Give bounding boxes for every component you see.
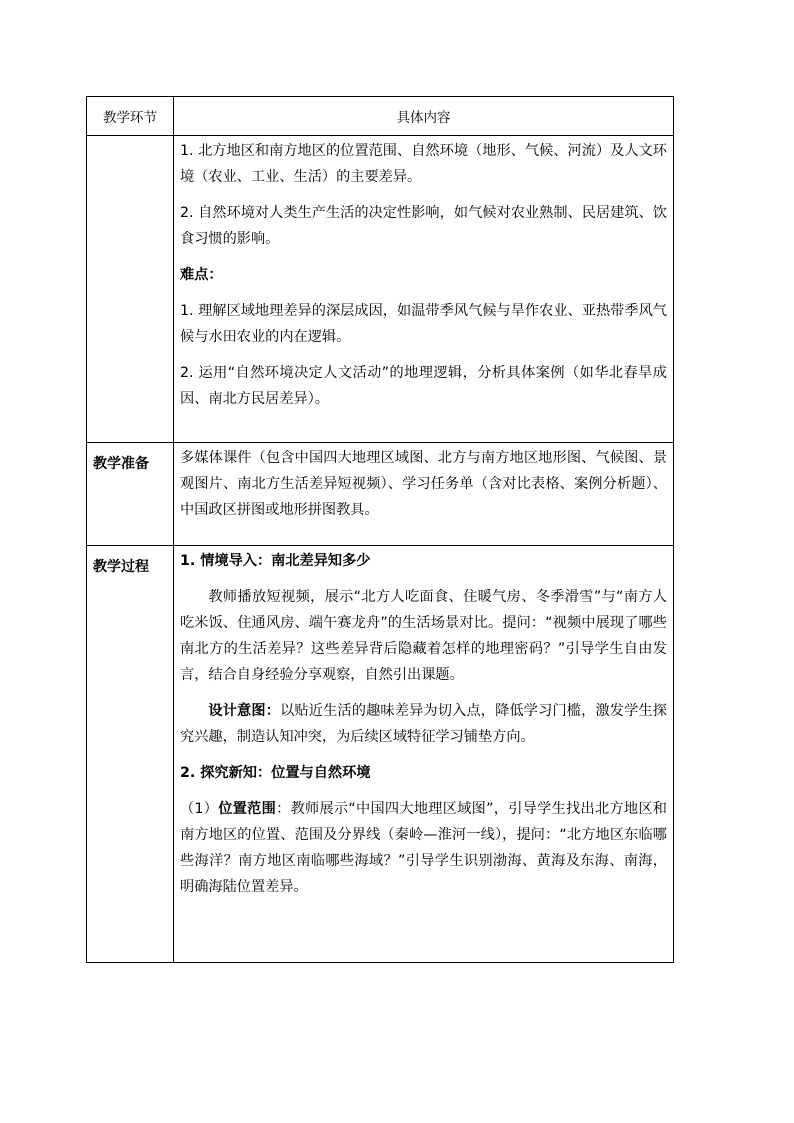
difficulty-point-2: 2. 运用“自然环境决定人文活动”的地理逻辑，分析具体案例（如华北春旱成因、南北方民居差异）。	[180, 365, 667, 407]
header-teaching-stage: 教学环节	[87, 97, 174, 136]
preparation-content	[174, 443, 674, 546]
table-row	[87, 546, 674, 963]
section-1-title: 1. 情境导入：南北差异知多少	[180, 553, 371, 569]
section-2-title: 2. 探究新知：位置与自然环境	[180, 765, 371, 781]
design-intent-text: 以贴近生活的趣味差异为切入点，降低学习门槛，激发学生探究兴趣，制造认知冲突，为后续区域特征学习铺垫方向。	[180, 703, 667, 745]
header-specific-content: 具体内容	[174, 97, 674, 136]
location-text: ：教师展示“中国四大地理区域图”，引导学生找出北方地区和南方地区的位置、范围及分界线（秦岭—淮河一线），提问：“北方地区东临哪些海洋？南方地区南临哪些海域？”引导学生识别渤海、黄海及东海、南海，明确海陆位置差异。	[180, 801, 667, 895]
lesson-plan-table	[86, 96, 674, 963]
process-content	[174, 546, 674, 963]
preparation-text: 多媒体课件（包含中国四大地理区域图、北方与南方地区地形图、气候图、景观图片、南北方生活差异短视频）、学习任务单（含对比表格、案例分析题）、中国政区拼图或地形拼图教具。	[180, 450, 667, 518]
key-point-2: 2. 自然环境对人类生产生活的决定性影响，如气候对农业熟制、民居建筑、饮食习惯的影响。	[180, 205, 667, 247]
location-label: 位置范围	[218, 801, 277, 817]
section-1-design-intent	[180, 698, 667, 750]
row-label-process: 教学过程	[87, 546, 174, 963]
location-number: （1）	[180, 801, 219, 817]
key-points-content	[174, 136, 674, 443]
section-2-location-paragraph	[180, 796, 667, 900]
difficulty-point-1: 1. 理解区域地理差异的深层成因，如温带季风气候与旱作农业、亚热带季风气候与水田农业的内在逻辑。	[180, 303, 667, 345]
key-point-1: 1. 北方地区和南方地区的位置范围、自然环境（地形、气候、河流）及人文环境（农业、工业、生活）的主要差异。	[180, 143, 667, 185]
table-row	[87, 443, 674, 546]
difficulty-heading: 难点：	[180, 267, 223, 283]
section-1-paragraph: 教师播放短视频，展示“北方人吃面食、住暖气房、冬季滑雪”与“南方人吃米饭、住通风房、端午赛龙舟”的生活场景对比。提问：“视频中展现了哪些南北方的生活差异？这些差异背后隐藏着怎样的地理密码？”引导学生自由发言，结合自身经验分享观察，自然引出课题。	[180, 589, 667, 683]
table-header-row	[87, 97, 674, 136]
row-label-empty	[87, 136, 174, 443]
table-row	[87, 136, 674, 443]
design-intent-label: 设计意图：	[208, 703, 281, 719]
row-label-preparation: 教学准备	[87, 443, 174, 546]
